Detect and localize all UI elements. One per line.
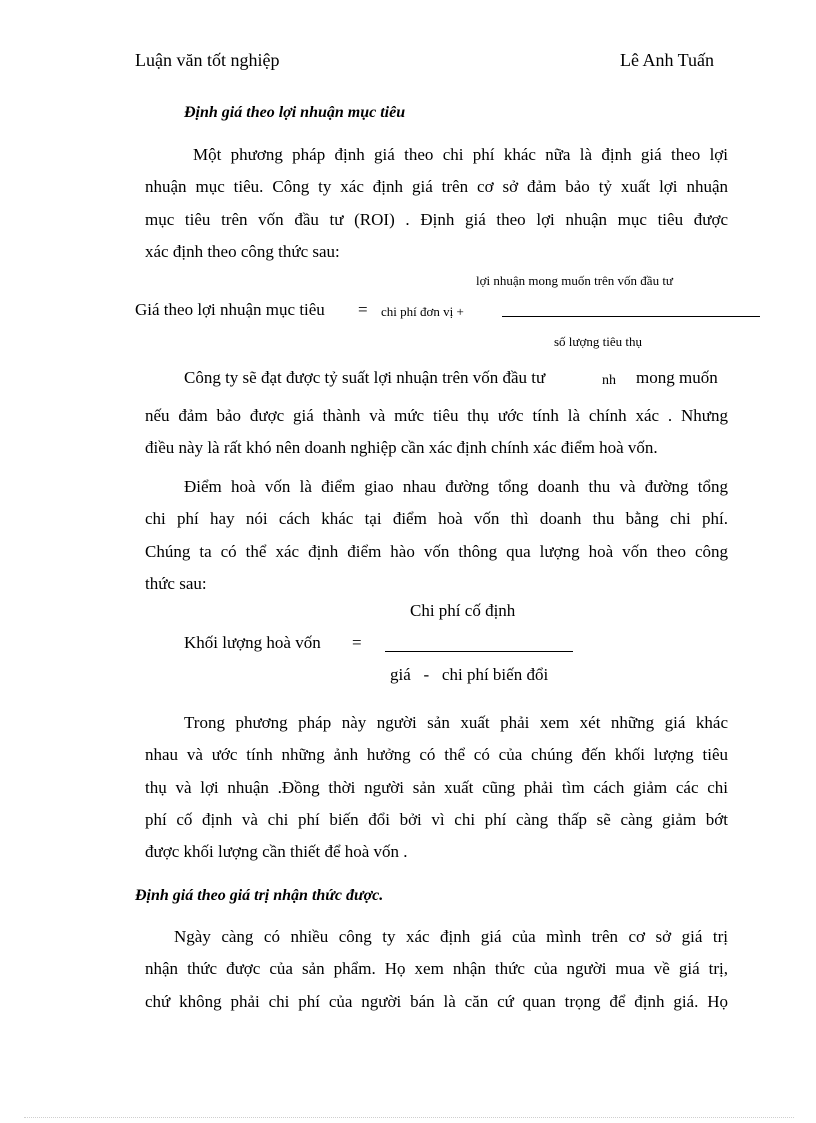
paragraph-target-profit-note (145, 400, 728, 465)
formula1-equals: = (358, 300, 368, 319)
nh-mark: nh (602, 373, 616, 388)
header-author: Lê Anh Tuấn (620, 50, 715, 70)
paragraph-line: phí cố định và chi phí biến đổi bởi vì chi phí càng thấp sẽ càng giảm bớt (145, 809, 728, 829)
paragraph-line: mong muốn (636, 368, 718, 387)
paragraph-line: nếu đảm bảo được giá thành và mức tiêu thụ ước tính là chính xác . Nhưng (145, 406, 728, 425)
paragraph-line: điều này là rất khó nên doanh nghiệp cần xác định chính xác điểm hoà vốn. (145, 438, 658, 458)
paragraph-price-consideration (145, 707, 728, 868)
paragraph-line: chứ không phải chi phí của người bán là căn cứ quan trọng để định giá. Họ (145, 991, 728, 1011)
formula1-lhs: Giá theo lợi nhuận mục tiêu (135, 300, 325, 319)
formula2-fraction-bar (385, 651, 573, 652)
formula1-fraction-bar (502, 316, 760, 317)
paragraph-line: Công ty sẽ đạt được tỷ suất lợi nhuận trên vốn đầu tư (184, 368, 546, 387)
paragraph-line: xác định theo công thức sau: (145, 241, 340, 261)
formula1-term: chi phí đơn vị + (381, 304, 464, 319)
formula2-numerator: Chi phí cố định (410, 601, 516, 620)
paragraph-perceived-value (145, 921, 728, 1018)
paragraph-line: chi phí hay nói cách khác tại điểm hoà vốn thì doanh thu bằng chi phí. (145, 509, 728, 529)
paragraph-line: nhuận mục tiêu. Công ty xác định giá trên cơ sở đảm bảo tỷ xuất lợi nhuận (145, 177, 728, 197)
paragraph-line: Trong phương pháp này người sản xuất phải xem xét những giá khác (184, 713, 728, 732)
paragraph-line: nhau và ước tính những ảnh hưởng có thể có của chúng đến khối lượng tiêu (145, 745, 728, 765)
paragraph-line: Chúng ta có thể xác định điểm hào vốn thông qua lượng hoà vốn theo công (145, 541, 728, 561)
paragraph-line: thụ và lợi nhuận .Đồng thời người sản xuất cũng phải tìm cách giảm các chi (145, 777, 728, 797)
paragraph-target-profit-intro (145, 139, 728, 268)
paragraph-line: được khối lượng cần thiết để hoà vốn . (145, 842, 408, 862)
paragraph-line: Ngày càng có nhiều công ty xác định giá của mình trên cơ sở giá trị (174, 927, 728, 946)
section-heading-target-profit: Định giá theo lợi nhuận mục tiêu (184, 104, 406, 121)
formula2-equals: = (352, 633, 362, 652)
paragraph-line: thức sau: (145, 573, 207, 593)
paragraph-line: mục tiêu trên vốn đầu tư (ROI) . Định giá theo lợi nhuận mục tiêu được (145, 209, 728, 229)
paragraph-line: nhận thức được của sản phẩm. Họ xem nhận thức của người mua về giá trị, (145, 959, 728, 979)
paragraph-break-even (145, 471, 728, 600)
page-bottom-edge (24, 1117, 794, 1118)
formula1-denominator: số lượng tiêu thụ (554, 334, 642, 349)
paragraph-line: Điểm hoà vốn là điểm giao nhau đường tổng doanh thu và đường tổng (184, 477, 728, 496)
formula2-denominator: giá - chi phí biến đổi (390, 665, 549, 684)
formula2-lhs: Khối lượng hoà vốn (184, 633, 321, 652)
formula1-numerator: lợi nhuận mong muốn trên vốn đầu tư (476, 273, 673, 288)
paragraph-line: Một phương pháp định giá theo chi phí khác nữa là định giá theo lợi (193, 145, 728, 164)
header-title: Luận văn tốt nghiệp (135, 50, 280, 70)
section-heading-perceived-value: Định giá theo giá trị nhận thức được. (135, 887, 384, 904)
